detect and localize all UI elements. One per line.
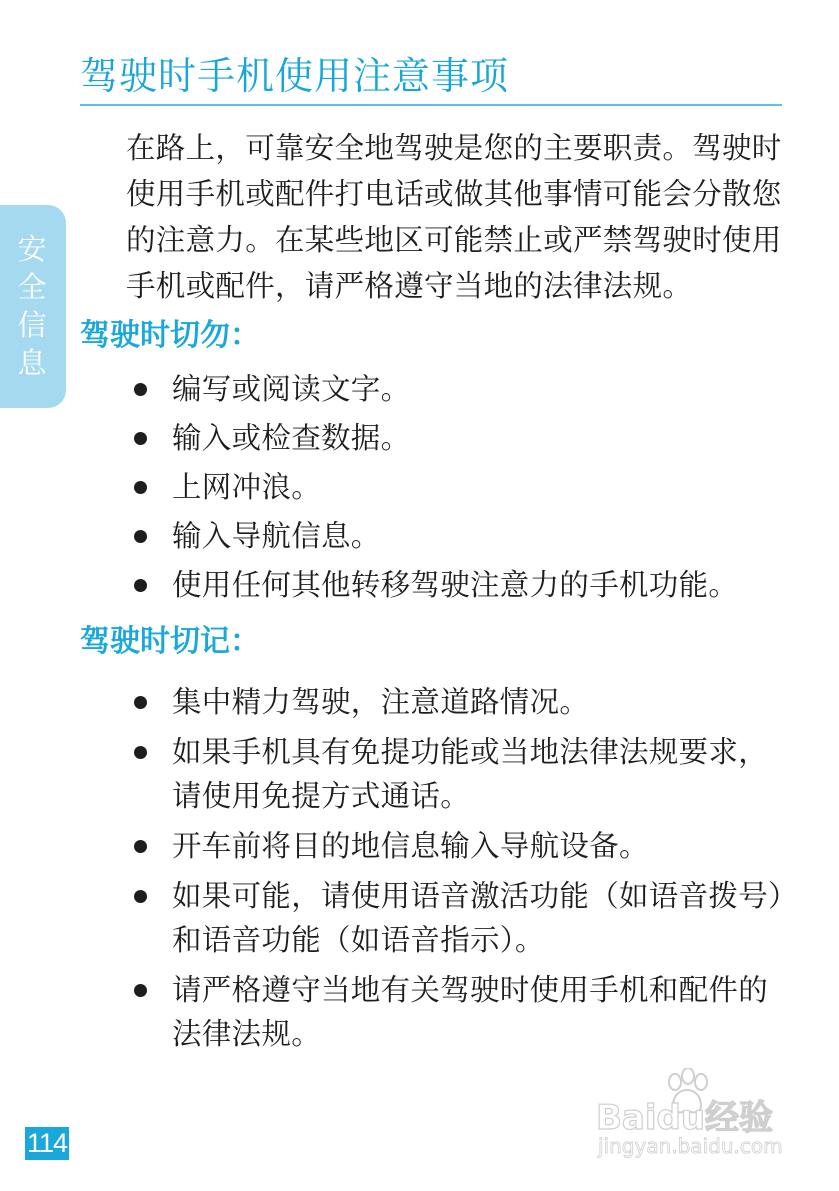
bullet-icon <box>134 579 147 592</box>
bullet-icon <box>134 840 147 853</box>
list-item-text: 输入或检查数据。 <box>172 421 411 455</box>
list-item <box>130 416 790 460</box>
baidu-watermark <box>596 1068 796 1160</box>
bullet-icon <box>134 696 147 709</box>
page-title: 驾驶时手机使用注意事项 <box>80 54 510 98</box>
list-item-text: 如果可能，请使用语音激活功能（如语音拨号）和语音功能（如语音指示）。 <box>172 879 784 957</box>
title-divider <box>80 104 782 106</box>
bullet-icon <box>134 383 147 396</box>
list-item <box>130 968 790 1056</box>
intro-paragraph: 在路上，可靠安全地驾驶是您的主要职责。驾驶时使用手机或配件打电话或做其他事情可能会分散您的注意力。在某些地区可能禁止或严禁驾驶时使用手机或配件，请严格遵守当地的法律法规。 <box>126 131 782 303</box>
list-item <box>130 824 790 868</box>
list-item-text: 开车前将目的地信息输入导航设备。 <box>172 829 649 863</box>
list-item <box>130 874 790 962</box>
bullet-icon <box>134 746 147 759</box>
watermark-brand: Baidu经验 <box>596 1098 774 1138</box>
section-heading-dont: 驾驶时切勿： <box>80 318 260 353</box>
list-item <box>130 680 790 724</box>
list-item <box>130 730 790 818</box>
list-item-text: 请严格遵守当地有关驾驶时使用手机和配件的法律法规。 <box>172 973 769 1051</box>
section-heading-do: 驾驶时切记： <box>80 624 260 659</box>
watermark-domain: jingyan.baidu.com <box>598 1134 783 1158</box>
list-item-text: 使用任何其他转移驾驶注意力的手机功能。 <box>172 568 739 602</box>
list-item <box>130 465 790 509</box>
side-tab-label: 安全信息 <box>17 232 47 380</box>
list-item-text: 编写或阅读文字。 <box>172 372 411 406</box>
bullet-icon <box>134 984 147 997</box>
list-item <box>130 367 790 411</box>
bullet-icon <box>134 481 147 494</box>
dont-list <box>130 367 790 612</box>
bullet-icon <box>134 890 147 903</box>
page-number: 114 <box>26 1128 68 1158</box>
bullet-icon <box>134 530 147 543</box>
list-item-text: 集中精力驾驶，注意道路情况。 <box>172 685 590 719</box>
do-list <box>130 680 790 1062</box>
list-item-text: 如果手机具有免提功能或当地法律法规要求，请使用免提方式通话。 <box>172 735 769 813</box>
list-item <box>130 563 790 607</box>
bullet-icon <box>134 432 147 445</box>
list-item <box>130 514 790 558</box>
list-item-text: 输入导航信息。 <box>172 519 381 553</box>
list-item-text: 上网冲浪。 <box>172 470 322 504</box>
